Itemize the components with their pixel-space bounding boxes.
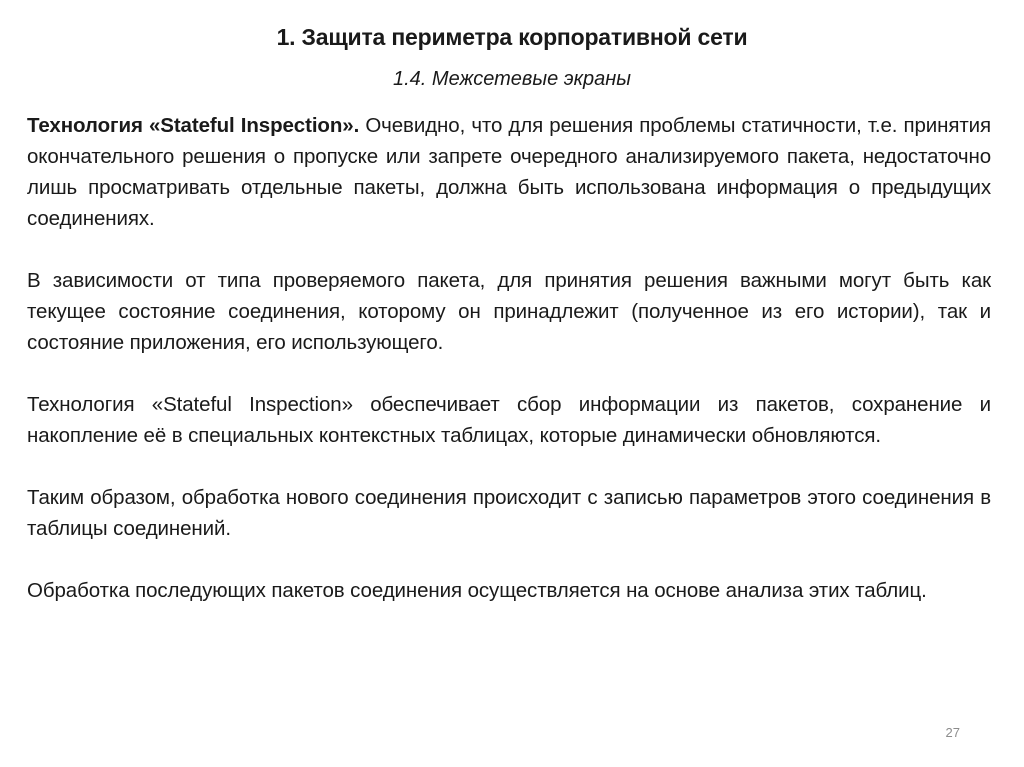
paragraph-2: В зависимости от типа проверяемого пакета, для принятия решения важными могут быть как текущее состояние соединения, которому он принадлежит (полученное из его истории), так и состояние приложения, его использующего. [27, 269, 991, 354]
paragraph-4: Таким образом, обработка нового соединения происходит с записью параметров этого соединения в таблицы соединений. [27, 486, 991, 540]
slide-subtitle: 1.4. Межсетевые экраны [393, 68, 631, 90]
paragraph-3: Технология «Stateful Inspection» обеспечивает сбор информации из пакетов, сохранение и накопление её в специальных контекстных таблицах, которые динамически обновляются. [27, 393, 991, 447]
paragraph-1-lead: Технология «Stateful Inspection». [27, 114, 360, 137]
slide-body [27, 110, 991, 637]
paragraph-1-text: Очевидно, что для решения проблемы статичности, т.е. принятия окончательного решения о пропуске или запрете очередного анализируемого пакета, недостаточно лишь просматривать отдельные пакеты, должна быть использована информация о предыдущих соединениях. [27, 114, 992, 230]
paragraph-5: Обработка последующих пакетов соединения осуществляется на основе анализа этих таблиц. [27, 579, 927, 602]
paragraph-1 [27, 110, 991, 234]
slide-title: 1. Защита периметра корпоративной сети [276, 24, 748, 50]
page-number: 27 [945, 725, 960, 740]
